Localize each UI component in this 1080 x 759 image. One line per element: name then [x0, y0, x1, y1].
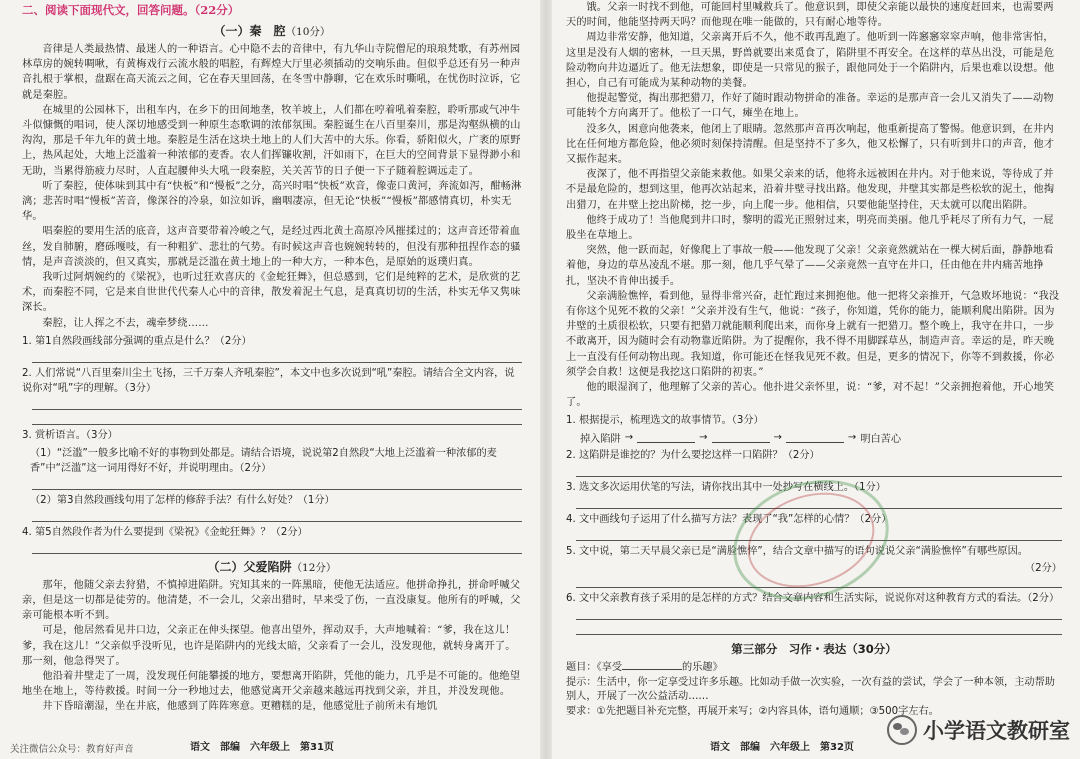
- passage2-title-text: （二）父爱陷阱: [207, 559, 292, 574]
- chain-blank[interactable]: [712, 432, 770, 443]
- paragraph: 没多久，困意向他袭来，他闭上了眼睛。忽然那声音再次响起，他重新提高了警惕。他意识到，在井内比在任何地方都危险，他必须时刻保持清醒。但是坚持不了多久，他又松懈了，只有听到井口的声音，他才又振作起来。: [566, 123, 1055, 166]
- passage2-title: [22, 558, 522, 575]
- chain-start: 掉入陷阱: [580, 434, 621, 446]
- plot-chain: [566, 430, 1062, 445]
- chain-end: 明白苦心: [860, 434, 902, 446]
- paragraph: 父亲满脸憔悴，看到他，显得非常兴奋，赶忙跑过来拥抱他。他一把将父亲推开，气急败坏地说：“我没有你这个见死不救的父亲！”父亲并没有生气，他说：“孩子，你知道，凭你的能力，能顺利爬出陷阱。因为井壁的土质很松软，只要有把猎刀就能顺利爬出来，而你身上就有一把猎刀。整个晚上，我守在井口，一步不敢离开，因为随时会有动物靠近陷阱。为了提醒你，我不得不用脚踩草丛，制造声音。幸运的是，昨天晚上一直没有任何动物出现。我知道，你可能还在怪我见死不救。但是，更多的情况下，你等不到救援，你必须学会自救！这便是我挖这口陷阱的初衷。”: [566, 290, 1060, 378]
- paragraph: 可是，他居然看见井口边，父亲正在伸头探望。他喜出望外，挥动双手，大声地喊着：“爹，我在这儿！爹，我在这儿！”父亲似乎没听见，也许是陷阱内的光线太暗，父亲看了一会儿，没发现他，就转身离开了。那一刻，他急得哭了。: [22, 625, 516, 667]
- left-page: [22, 0, 522, 731]
- paragraph: 我听过阿炳婉约的《梁祝》，也听过狂欢喜庆的《金蛇狂舞》，但总感到，它们是纯粹的艺术，是欣赏的艺术，而秦腔不同，它是来自世世代代秦人心中的音律，散发着泥土气息，是真真切切的生活，朴实无华又隽味深长。: [22, 272, 521, 314]
- passage2-points: （12分）: [291, 561, 337, 574]
- wechat-note: 关注微信公众号：教育好声音: [10, 744, 134, 755]
- passage1-points: （10分）: [285, 26, 331, 38]
- q2-3: 3. 选文多次运用伏笔的写法，请你找出其中一处抄写在横线上。（1分）: [566, 482, 886, 494]
- passage1-body: [22, 42, 522, 331]
- page-footer-32: 语文 部编 六年级上 第32页: [710, 742, 854, 753]
- wechat-icon: [887, 715, 917, 745]
- answer-line[interactable]: [576, 527, 1062, 541]
- essay-title-suffix: 的乐趣》: [682, 662, 723, 674]
- paragraph: 那年，他随父亲去狩猎，不慎掉进陷阱。究知其来的一阵黑暗，使他无法适应。他拼命挣扎，拼命呼喊父亲，但是这一切都是徒劳的。他清楚，不一会儿，父亲出猎时，早来受了伤，一直没康复。他所有的呼喊，父亲可能根本听不到。: [22, 579, 521, 622]
- essay-title: [566, 659, 1062, 676]
- answer-line[interactable]: [576, 621, 1062, 635]
- paragraph: 他沿着井壁走了一周，没发现任何能攀援的地方，要想离开陷阱，凭他的能力，几乎是不可能的。他绝望地坐在地上，等待救援。时间一分一秒地过去，他感觉离开父亲越来越远再找到父亲，并且，并没发现他。: [22, 671, 521, 698]
- essay-requirements: 要求：①先把题目补充完整，再展开来写；②内容具体，语句通顺；③500字左右。: [566, 705, 939, 717]
- answer-line[interactable]: [576, 495, 1062, 509]
- q2-6: 6. 文中父亲教育孩子采用的是怎样的方式？结合文章内容和生活实际，说说你对这种教育方式的看法。（2分）: [566, 593, 1060, 605]
- arrow-icon: →: [847, 432, 857, 444]
- answer-line[interactable]: [576, 574, 1062, 588]
- answer-line[interactable]: [32, 508, 522, 522]
- paragraph: 音律是人类最热情、最迷人的一种语言。心中隐不去的音律中，有九华山寺院僧尼的琅琅梵歌，有苏州园林草房的婉转啁啾，有黄梅戏行云流水般的唱腔，有辉煌大厅里必须插动的交响乐曲。但似乎总还有另一种声音扎根于掌根，盘踞在高天流云之间，它在春天里回荡，在冬雪中静聊，它在欢乐时嘶吼，在忧伤时泣诉，它就是秦腔。: [22, 44, 521, 101]
- essay-hint: 提示：生活中，你一定享受过许多乐趣。比如动手做一次实验，一次有益的尝试，学会了一种本领，主动帮助别人，开展了一次公益活动……: [566, 676, 1055, 703]
- answer-line[interactable]: [32, 476, 522, 490]
- q2-2: 2. 这陷阱是谁挖的？为什么要挖这样一口陷阱？（2分）: [566, 450, 820, 462]
- part3-heading: 第三部分 习作・表达（30分）: [731, 642, 897, 657]
- page-footer-31: 语文 部编 六年级上 第31页: [190, 742, 334, 753]
- q1-2: 2. 人们常说“八百里秦川尘土飞扬，三千万秦人齐吼秦腔”，本文中也多次说到“吼”秦腔。请结合全文内容，说说你对“吼”字的理解。（3分）: [22, 367, 515, 394]
- paragraph: 秦腔，让人挥之不去，魂牵梦绕……: [42, 317, 209, 329]
- passage1-title: [22, 22, 522, 39]
- paragraph: 周边非常安静，他知道，父亲离开后不久，他不敢再乱跑了。他听到一阵窸窸窣窣声响，他非常害怕，这里是没有人烟的密林，一旦天黑，野兽就要出来觅食了，陷阱里不再安全。在这样的草丛出没，可能是危险动物向井边逼近了。他无法想象，即使是一只常见的猴子，跟他同处于一个陷阱内，后果也难以设想。他担心，自己有可能成为某种动物的美餐。: [566, 32, 1055, 90]
- paragraph: 听了秦腔，使体味到其中有“快板”和“慢板”之分，高兴时唱“快板”欢音，像壶口黄河，奔流如泻，酣畅淋漓；悲苦时唱“慢板”苦音，像深谷的冷泉，如泣如诉，幽咽凄凉，但无论“快板”“慢板”都感情真切，朴实无华。: [22, 180, 522, 223]
- passage2-continued: [566, 0, 1062, 410]
- answer-line[interactable]: [32, 349, 522, 363]
- answer-line[interactable]: [32, 540, 522, 554]
- answer-line[interactable]: [576, 463, 1062, 477]
- chain-blank[interactable]: [637, 432, 695, 443]
- arrow-icon: →: [624, 432, 634, 444]
- paragraph: 他提起警觉，掏出那把猎刀，作好了随时跟动物拼命的准备。幸运的是那声音一会儿又消失了——动物可能转个方向离开了。他松了一口气，瘫坐在地上。: [566, 93, 1054, 120]
- passage2-body: [22, 578, 522, 715]
- answer-line[interactable]: [576, 606, 1062, 620]
- q2-4: 4. 文中画线句子运用了什么描写方法？表现了“我”怎样的心情？（2分）: [566, 514, 892, 526]
- watermark-text: 小学语文教研室: [923, 719, 1070, 743]
- paragraph: 夜深了，他不再指望父亲能来救他。如果父亲来的话，他将永远被困在井内。对于他来说，等待成了并不是最危险的，想到这里，他再次站起来，沿着井壁寻找出路。他发现，井壁其实都是些松软的泥土，他掏出猎刀，在井壁上挖出阶梯，挖一步，向上爬一步。他相信，只要他能坚持住，天太就可以爬出陷阱。: [566, 169, 1055, 211]
- chain-blank[interactable]: [786, 432, 844, 443]
- q1-3: 3. 赏析语言。（3分）: [22, 429, 118, 441]
- q2-1: 1. 根据提示，梳理选文的故事情节。（3分）: [566, 415, 764, 427]
- passage1-title-text: （一）秦 腔: [213, 24, 286, 38]
- essay-title-blank[interactable]: [622, 659, 682, 670]
- q2-5: 5. 文中说，第二天早晨父亲已是“满脸憔悴”，结合文章中描写的语句说说父亲“满脸憔悴”有哪些原因。: [566, 546, 1028, 558]
- book-gutter: [540, 0, 552, 759]
- arrow-icon: →: [699, 432, 708, 444]
- paragraph: 井下昏暗潮湿，坐在井底，他感到了阵阵寒意。更糟糕的是，他感觉肚子前所未有地饥: [42, 701, 438, 713]
- arrow-icon: →: [773, 432, 782, 444]
- q1-1: 1. 第1自然段画线部分强调的重点是什么？（2分）: [22, 335, 252, 347]
- right-page: [566, 0, 1062, 731]
- watermark: [887, 715, 1070, 745]
- essay-title-prefix: 题目：《享受: [566, 662, 623, 674]
- answer-line[interactable]: [32, 411, 522, 425]
- paragraph: 他的眼湿润了，他理解了父亲的苦心。他扑进父亲怀里，说：“爹，对不起！”父亲拥抱着他，开心地笑了。: [566, 382, 1055, 409]
- section-heading: 二、阅读下面现代文，回答问题。（22分）: [22, 3, 240, 17]
- q1-3-2: （2）第3自然段画线句用了怎样的修辞手法？有什么好处？（1分）: [30, 494, 335, 506]
- paragraph: 饿。父亲一时找不到他，可能回村里喊救兵了。他意识到，即使父亲能以最快的速度赶回来，也需要两天的时间，他能坚持两天吗？而他现在唯一能做的，只有耐心地等待。: [566, 2, 1054, 29]
- q1-4: 4. 第5自然段作者为什么要提到《梁祝》《金蛇狂舞》？（2分）: [22, 526, 308, 538]
- q1-3-1: （1）“泛滥”一般多比喻不好的事物到处都是。请结合语境，说说第2自然段“大地上泛滥着一种浓郁的麦香”中“泛滥”这一词用得好不好，并说明理由。（2分）: [30, 447, 497, 474]
- answer-line[interactable]: [32, 396, 522, 410]
- paragraph: 他终于成功了！当他爬到井口时，黎明的霞光正照射过来，明亮而美丽。他几乎耗尽了所有力气，一屁股坐在草地上。: [566, 214, 1054, 242]
- q2-5-points: （2分）: [1024, 563, 1062, 575]
- paragraph: 突然，他一跃而起，好像爬上了事故一般——他发现了父亲！父亲竟然就站在一棵大树后面，静静地看着他，身边的草丛凌乱不堪。那一刻，他几乎气晕了——父亲竟然一直守在井口，任由他在井内痛苦地挣扎，坚决不肯伸出援手。: [566, 245, 1054, 287]
- paragraph: 唱秦腔的要用生活的底音，这声音要带着冷峻之气，是经过西北黄土高原冷风摧揉过的；这声音还带着血丝，发自肺腑，磨砾嘎吱，有一种粗犷、悲壮的气势。有时候这声音也婉婉转转的，但没有那种扭捏作态的骚情，是声音淡淡的，但又真实，那就是泛滥在黄土地上的一种大方，一种本色，是原始的返璞归真。: [22, 226, 521, 268]
- paragraph: 在城里的公园林下，出租车内，在乡下的田间地垄，牧羊坡上，人们都在哼着吼着秦腔，聆听那或气冲牛斗似慷慨的唱词，使人深切地感受到一种原生态歌调的浓郁氛围。秦腔诞生在八百里秦川，那是沟壑纵横的山沟沟，那是千年九年的黄土地。秦腔是生活在这块土地上的人们大苦中的大乐。你看，骄阳似火，广袤的原野上，热风起处，大地上泛滥着一种浓郁的麦香。农人们挥镰收割，汗如雨下，在巨大的空间背景下显得渺小和无助，当累得筋疲力尽时，人直起腰伸头大吼一段秦腔，关关苦节的日子便一下子随着腔调远走了。: [22, 104, 521, 177]
